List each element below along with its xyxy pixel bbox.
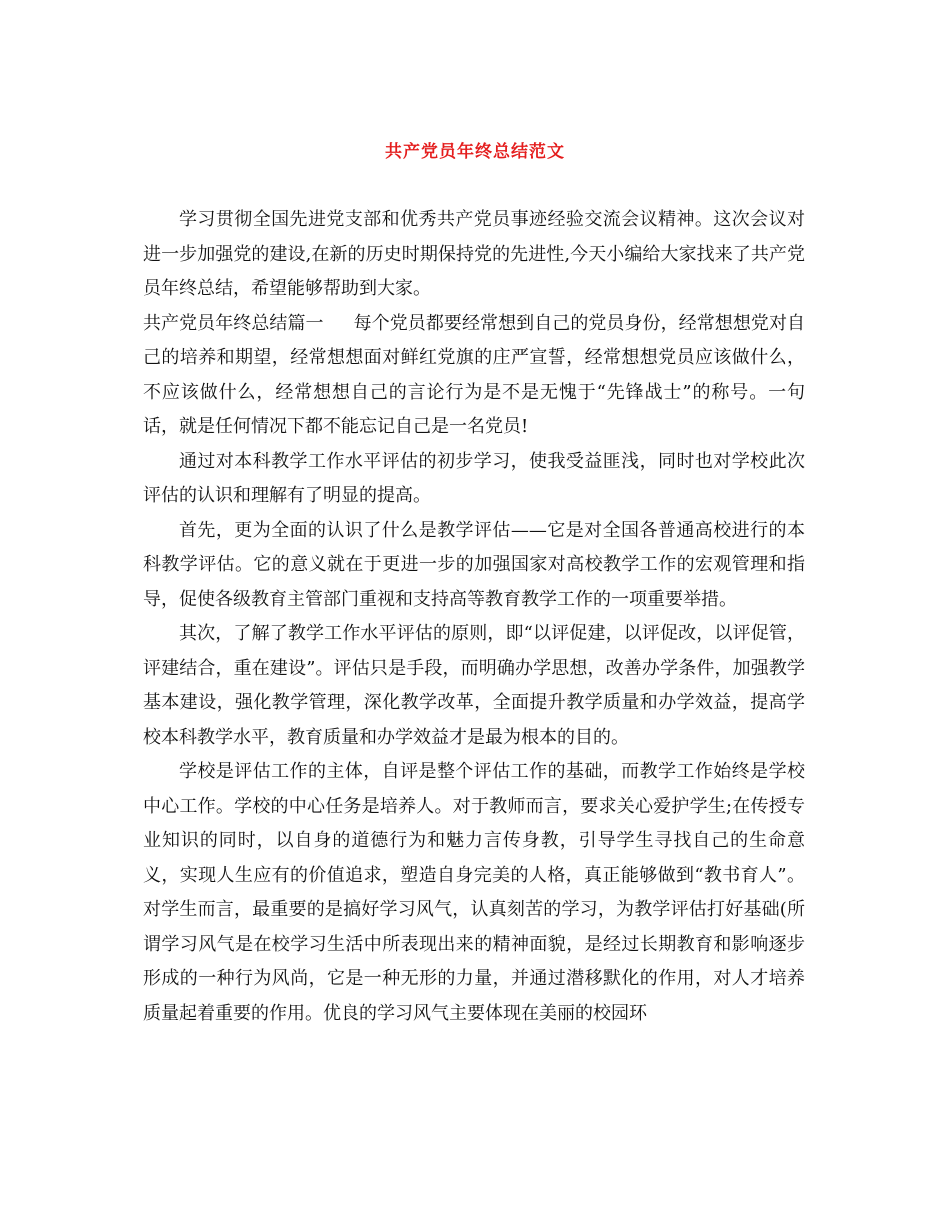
- body-paragraph-2: 首先，更为全面的认识了什么是教学评估——它是对全国各普通高校进行的本科教学评估。它的意义就在于更进一步的加强国家对高校教学工作的宏观管理和指导，促使各级教育主管部门重视和支持高等教育教学工作的一项重要举措。: [143, 519, 805, 610]
- section-paragraph: [143, 307, 805, 445]
- body-paragraph-3: 其次，了解了教学工作水平评估的原则，即“以评促建，以评促改，以评促管，评建结合，重在建设”。评估只是手段，而明确办学思想，改善办学条件，加强教学基本建设，强化教学管理，深化教学改革，全面提升教学质量和办学效益，提高学校本科教学水平，教育质量和办学效益才是最为根本的目的。: [143, 623, 805, 748]
- body-paragraph-1: 通过对本科教学工作水平评估的初步学习，使我受益匪浅，同时也对学校此次评估的认识和理解有了明显的提高。: [143, 450, 805, 506]
- section-heading: 共产党员年终总结篇一: [143, 312, 324, 334]
- body-paragraph-4: 学校是评估工作的主体，自评是整个评估工作的基础，而教学工作始终是学校中心工作。学校的中心任务是培养人。对于教师而言，要求关心爱护学生;在传授专业知识的同时，以自身的道德行为和魅力言传身教，引导学生寻找自己的生命意义，实现人生应有的价值追求，塑造自身完美的人格，真正能够做到“教书育人”。对学生而言，最重要的是搞好学习风气，认真刻苦的学习，为教学评估打好基础(所谓学习风气是在校学习生活中所表现出来的精神面貌，是经过长期教育和影响逐步形成的一种行为风尚，它是一种无形的力量，并通过潜移默化的作用，对人才培养质量起着重要的作用。优良的学习风气主要体现在美丽的校园环: [143, 761, 805, 1024]
- document-title: 共产党员年终总结范文: [385, 142, 565, 162]
- intro-paragraph: 学习贯彻全国先进党支部和优秀共产党员事迹经验交流会议精神。这次会议对进一步加强党的建设,在新的历史时期保持党的先进性,今天小编给大家找来了共产党员年终总结，希望能够帮助到大家。: [143, 209, 805, 299]
- section-text: 每个党员都要经常想到自己的党员身份，经常想想党对自己的培养和期望，经常想想面对鲜红党旗的庄严宣誓，经常想想党员应该做什么，不应该做什么，经常想想自己的言论行为是不是无愧于“先锋战士”的称号。一句话，就是任何情况下都不能忘记自己是一名党员!: [143, 312, 806, 437]
- document-body: [143, 203, 805, 1031]
